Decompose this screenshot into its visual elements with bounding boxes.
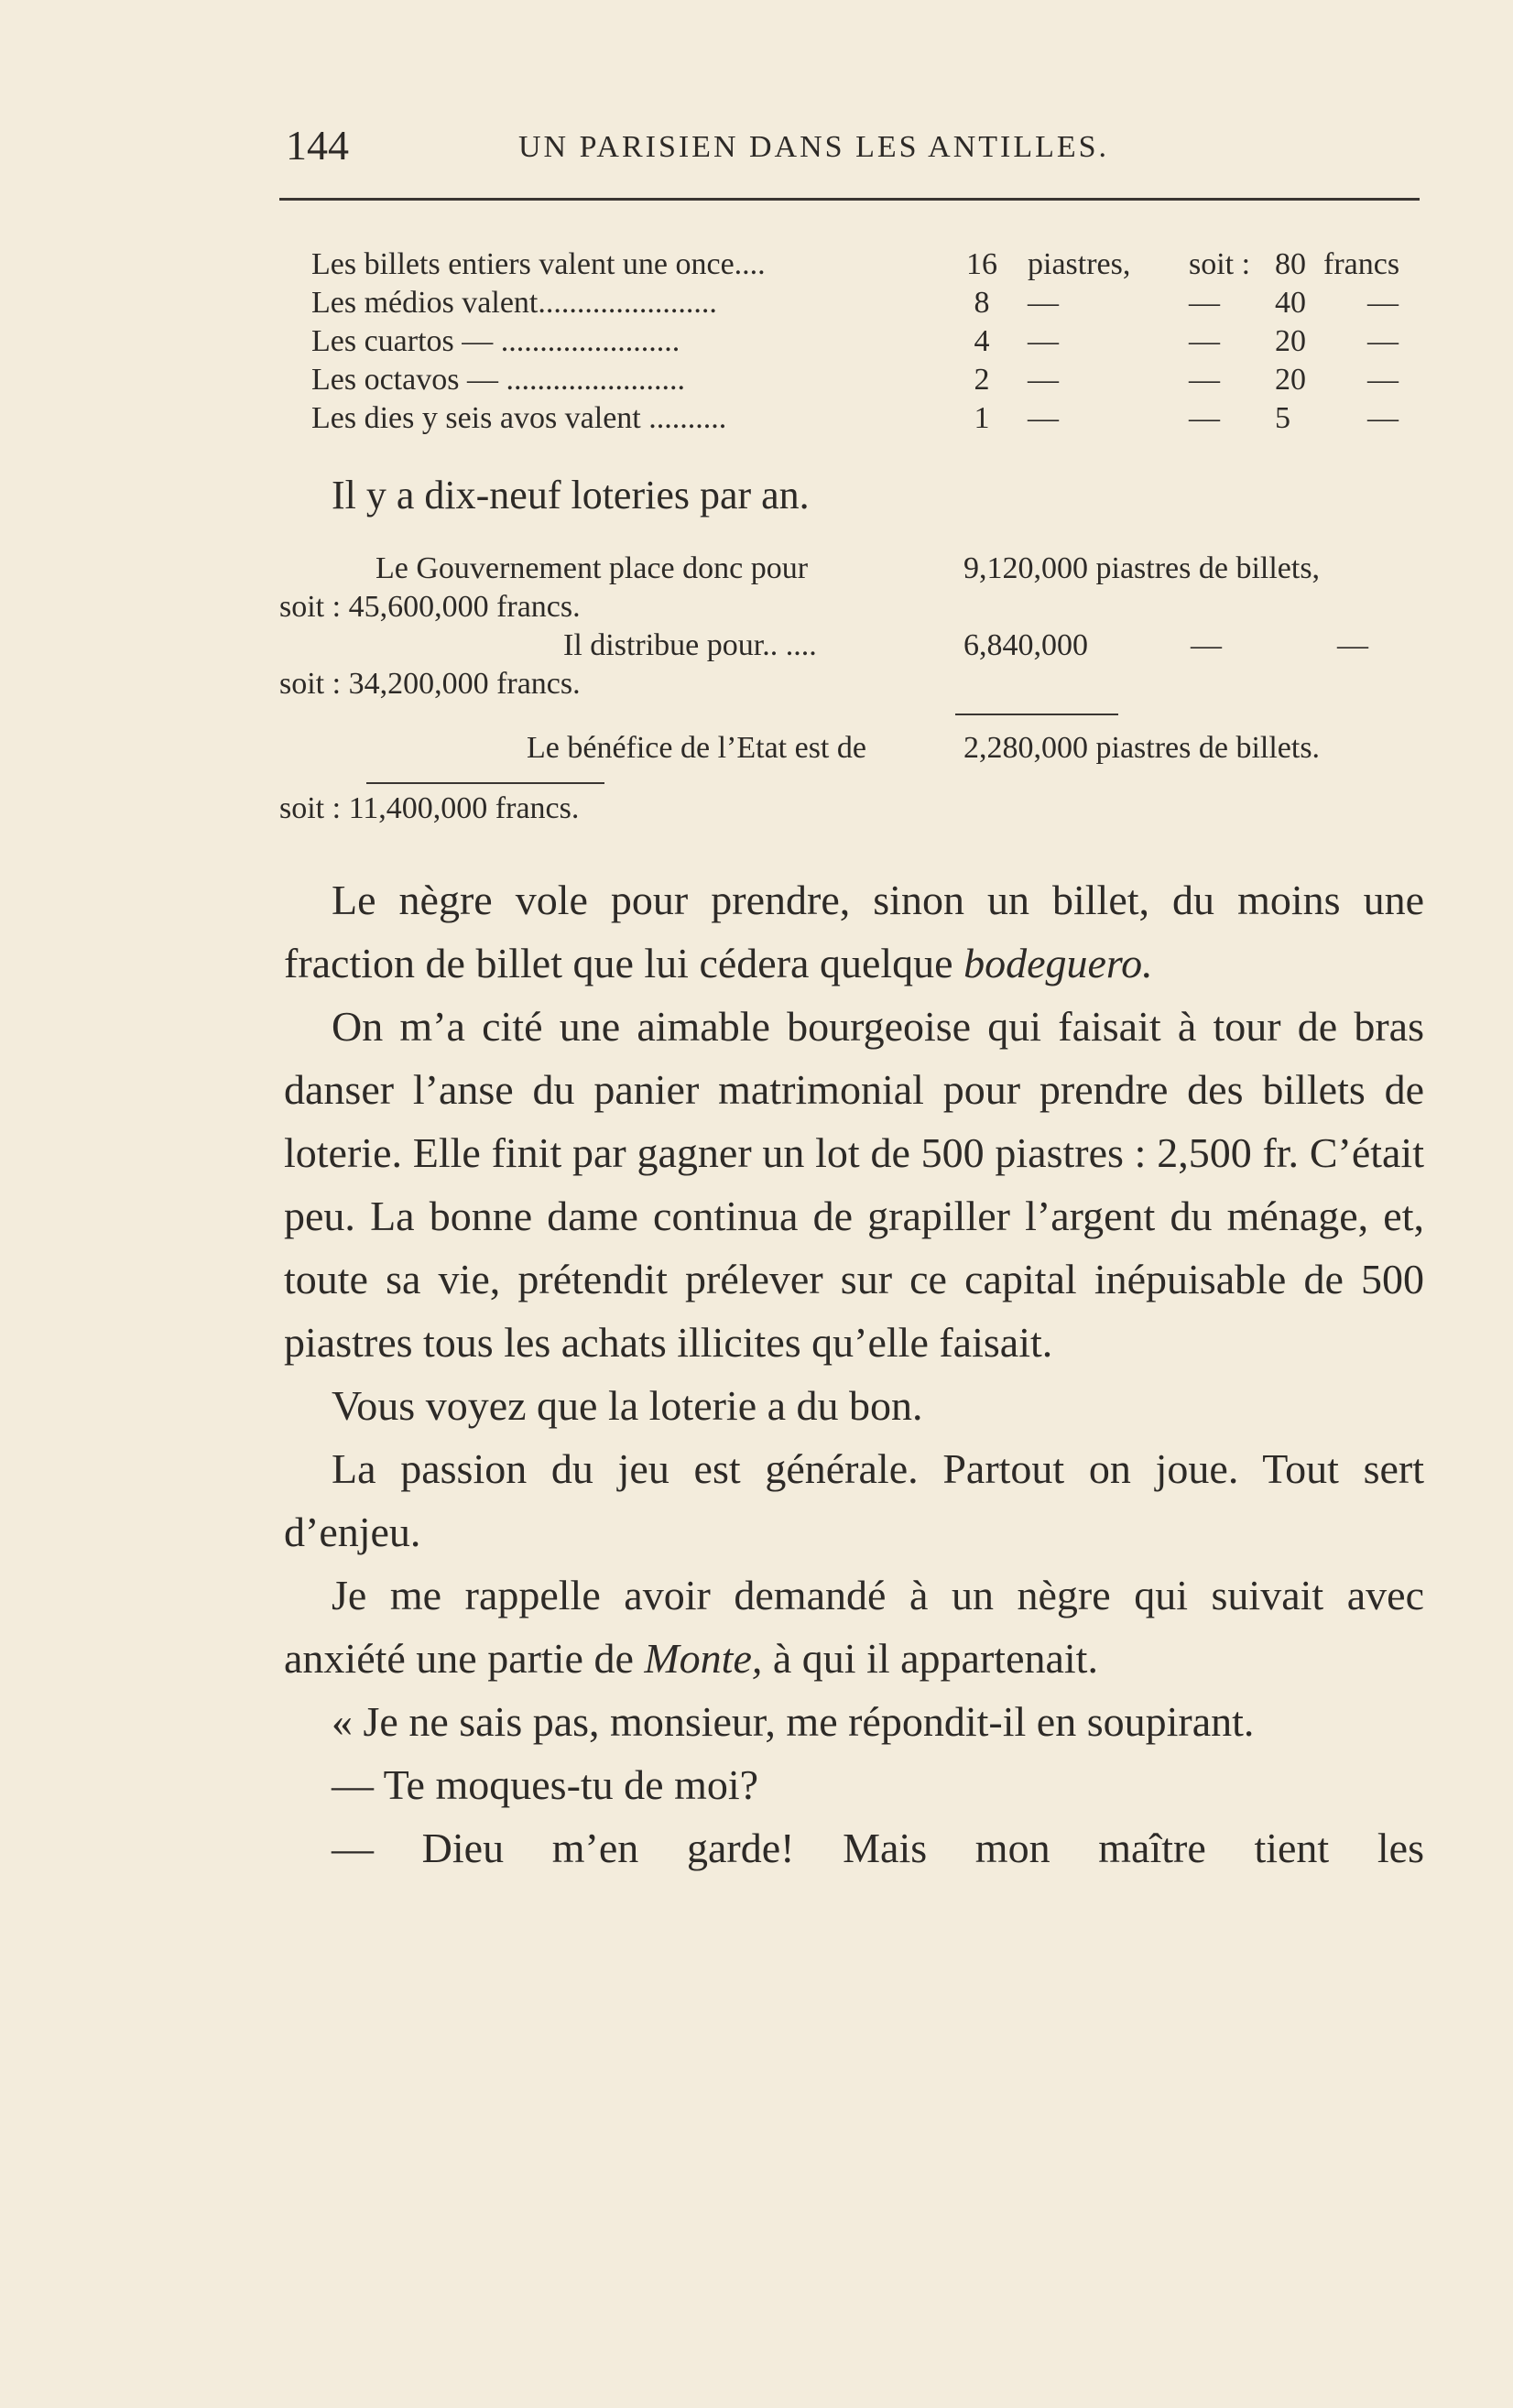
paragraph-text: à qui il appartenait. — [762, 1635, 1098, 1682]
row-label: Les billets entiers valent une once.... — [311, 247, 766, 281]
cell-dash: — — [1189, 401, 1220, 435]
cell-francs-unit: francs — [1323, 247, 1400, 281]
paragraph: — Te moques-tu de moi? — [332, 1761, 759, 1808]
italic-term: Monte, — [644, 1635, 763, 1682]
cell-piastres: 1 — [974, 401, 990, 435]
cell-piastres: 4 — [974, 324, 990, 358]
calc-soit-line: soit : 34,200,000 francs. — [279, 667, 581, 701]
cell-francs: 20 — [1275, 324, 1306, 358]
calc-line-place: Le Gouvernement place donc pour — [376, 551, 809, 585]
paragraph: « Je ne sais pas, monsieur, me répondit-il en soupirant. — [332, 1698, 1255, 1745]
paragraph: Vous voyez que la loterie a du bon. — [332, 1382, 923, 1429]
cell-francs: 40 — [1275, 286, 1306, 320]
cell-dash: — — [1367, 401, 1399, 435]
sum-rule — [955, 714, 1118, 715]
cell-francs: 80 — [1275, 247, 1306, 281]
paragraph: — Dieu m’en garde! Mais mon maître tient les — [332, 1825, 1424, 1871]
calc-amount-benefice: 2,280,000 piastres de billets. — [963, 731, 1321, 765]
cell-dash: — — [1367, 363, 1399, 397]
paragraph — [284, 868, 1424, 995]
calc-amount-place: 9,120,000 piastres de billets, — [963, 551, 1321, 585]
cell-francs: 5 — [1275, 401, 1290, 435]
header-rule — [279, 198, 1420, 201]
italic-term: bodeguero. — [963, 940, 1153, 986]
cell-dash: — — [1367, 324, 1399, 358]
calc-soit-line: soit : 45,600,000 francs. — [279, 590, 581, 624]
lottery-count-line: Il y a dix-neuf loteries par an. — [332, 473, 810, 518]
calc-soit-line: soit : 11,400,000 francs. — [279, 791, 580, 825]
row-label: Les médios valent....................... — [311, 286, 717, 320]
table-row — [311, 363, 1424, 401]
calc-dash: — — [1191, 628, 1222, 662]
cell-unit: piastres, — [1028, 247, 1131, 281]
cell-francs: 20 — [1275, 363, 1306, 397]
page-header — [286, 121, 1412, 176]
paragraph-text: Le nègre vole pour prendre, sinon un billet, du moins une fraction de billet que lui cédera quelque — [284, 877, 1424, 986]
cell-dash: — — [1367, 286, 1399, 320]
table-row — [311, 324, 1424, 363]
calc-dash: — — [1337, 628, 1368, 662]
cell-piastres: 16 — [966, 247, 997, 281]
calc-line-distribue: Il distribue pour.. .... — [563, 628, 817, 662]
cell-dash: — — [1189, 363, 1220, 397]
row-label: Les cuartos — ....................... — [311, 324, 680, 358]
row-label: Les dies y seis avos valent .......... — [311, 401, 727, 435]
sum-rule — [366, 782, 604, 784]
cell-dash: — — [1028, 363, 1059, 397]
running-title: UN PARISIEN DANS LES ANTILLES. — [518, 130, 1110, 164]
body-text — [284, 868, 1424, 1880]
cell-piastres: 8 — [974, 286, 990, 320]
paragraph: On m’a cité une aimable bourgeoise qui faisait à tour de bras danser l’anse du panier matrimonial pour prendre des billets de loterie. Elle finit par gagner un lot de 500 piastres : 2,500 fr. C’était peu. La bonne dame continua de grapiller l’argent du ménage, et, toute sa vie, prétendit prélever sur ce capital inépuisable de 500 piastres tous les achats illicites qu’elle faisait. — [284, 1003, 1424, 1366]
paragraph — [284, 1564, 1424, 1690]
cell-dash: — — [1028, 401, 1059, 435]
calc-line-benefice: Le bénéfice de l’Etat est de — [527, 731, 866, 765]
cell-dash: — — [1028, 286, 1059, 320]
row-label: Les octavos — ....................... — [311, 363, 685, 397]
table-row — [311, 286, 1424, 324]
cell-soit: soit : — [1189, 247, 1251, 281]
paragraph-text: Je me rappelle avoir demandé à un nègre qui suivait avec anxiété une partie de — [284, 1572, 1424, 1682]
table-row — [311, 401, 1424, 440]
cell-dash: — — [1028, 324, 1059, 358]
paragraph: La passion du jeu est générale. Partout on joue. Tout sert d’enjeu. — [284, 1445, 1424, 1555]
cell-piastres: 2 — [974, 363, 990, 397]
table-row — [311, 247, 1424, 286]
cell-dash: — — [1189, 324, 1220, 358]
page-number: 144 — [286, 122, 349, 169]
cell-dash: — — [1189, 286, 1220, 320]
calc-amount-distribue: 6,840,000 — [963, 628, 1088, 662]
